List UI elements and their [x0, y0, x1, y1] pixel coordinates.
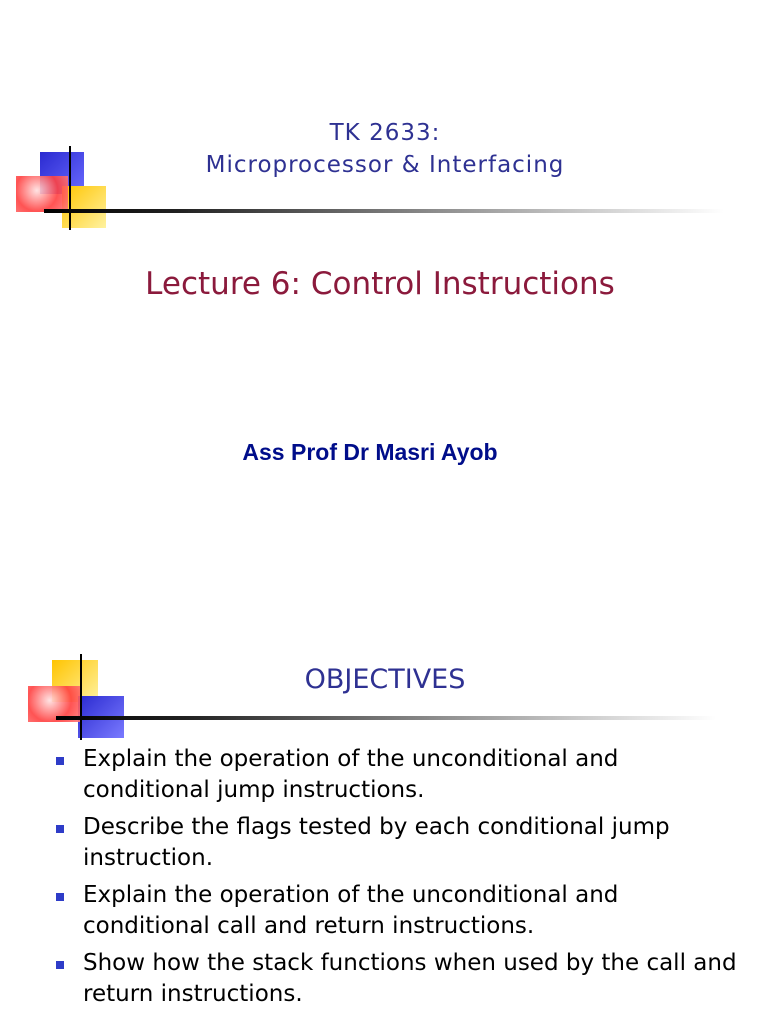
square-bullet-icon — [56, 961, 64, 969]
square-bullet-icon — [56, 893, 64, 901]
square-bullet-icon — [56, 825, 64, 833]
list-item — [52, 812, 742, 874]
squares-logo-icon — [16, 146, 106, 230]
list-item — [52, 880, 742, 942]
objectives-rule — [56, 716, 716, 720]
squares-logo-icon — [28, 654, 124, 740]
objectives-title: OBJECTIVES — [304, 664, 466, 695]
list-item-text: Explain the operation of the unconditional and conditional call and return instructions. — [83, 882, 619, 939]
list-item — [52, 744, 742, 806]
list-item-text: Describe the flags tested by each conditional jump instruction. — [83, 814, 670, 871]
list-item-text: Explain the operation of the unconditional and conditional jump instructions. — [83, 746, 619, 803]
lecture-title: Lecture 6: Control Instructions — [145, 266, 615, 302]
list-item — [52, 948, 742, 1010]
list-item-text: Show how the stack functions when used by the call and return instructions. — [83, 950, 737, 1007]
course-name: Microprocessor & Interfacing — [205, 152, 565, 178]
square-bullet-icon — [56, 757, 64, 765]
author-name: Ass Prof Dr Masri Ayob — [242, 439, 498, 465]
title-rule — [44, 209, 724, 213]
objectives-list — [52, 744, 742, 1016]
objectives-slide — [0, 640, 768, 1024]
course-code: TK 2633: — [329, 120, 441, 146]
